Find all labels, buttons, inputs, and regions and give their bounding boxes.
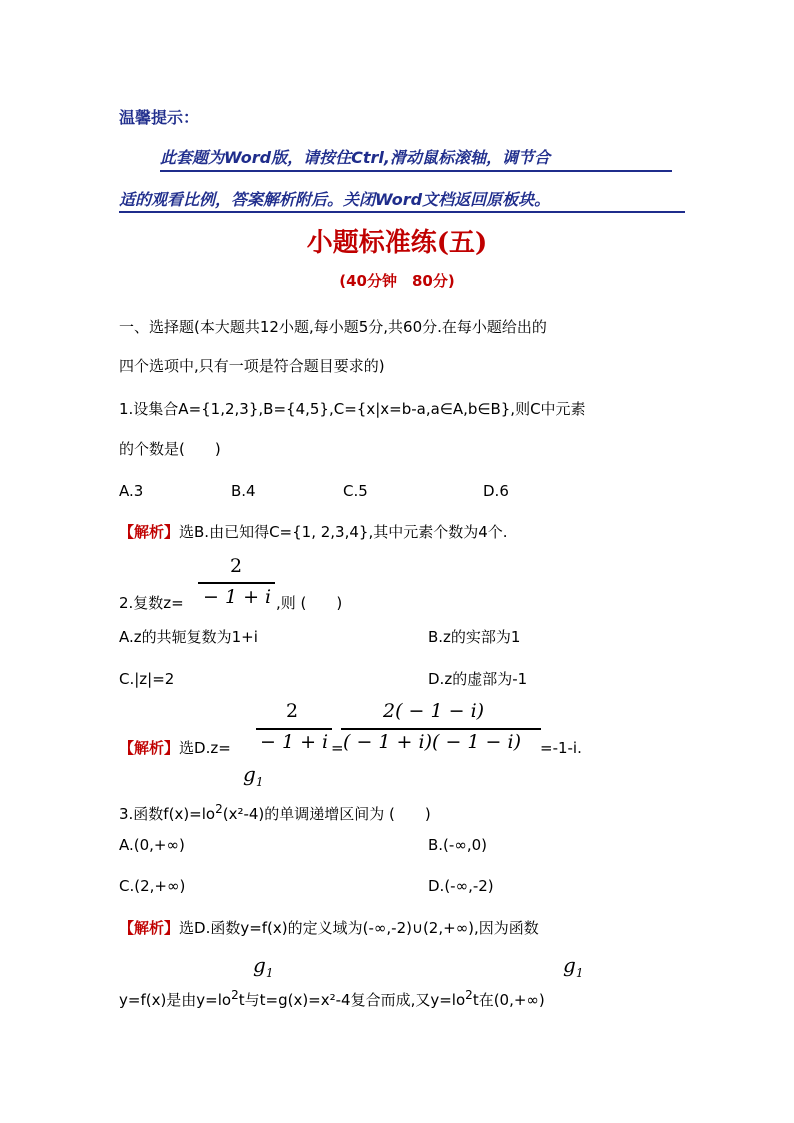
- q3-answer-g-sub-1: 1: [265, 966, 274, 980]
- q1-line-2: 的个数是( ): [119, 440, 221, 458]
- q3-answer-line-1: [119, 919, 539, 937]
- answer-tag: 【解析】: [119, 523, 180, 541]
- q2-answer-frac2-line: [341, 728, 541, 730]
- q3-option-b: B.(-∞,0): [428, 836, 487, 854]
- q3-line: [119, 802, 431, 823]
- q1-option-a: A.3: [119, 482, 144, 500]
- q3-answer-g-label-1: [253, 953, 273, 980]
- q3-prefix: 3.函数f(x)=lo: [119, 805, 216, 823]
- q3-option-c: C.(2,+∞): [119, 877, 186, 895]
- q2-answer-equals: =: [331, 739, 344, 757]
- q2-suffix: ,则 ( ): [276, 594, 343, 612]
- q2-option-b: B.z的实部为1: [428, 628, 521, 646]
- q3-g-label: [243, 762, 263, 789]
- tip-line-1: 此套题为Word版，请按住Ctrl,滑动鼠标滚轴，调节合: [160, 148, 550, 167]
- q2-answer-frac1-den: − 1 + i: [260, 731, 329, 753]
- q2-answer-frac2-den: ( − 1 + i)( − 1 − i): [343, 731, 521, 753]
- q1-answer-text: 选B.由已知得C={1, 2,3,4},其中元素个数为4个.: [179, 523, 508, 541]
- tip-underline-1: [160, 170, 672, 172]
- answer-tag: 【解析】: [119, 919, 180, 937]
- tip-underline-2: [119, 211, 685, 213]
- q3-g: g: [243, 762, 256, 786]
- q1-answer: [119, 523, 508, 541]
- section-line-1: 一、选择题(本大题共12小题,每小题5分,共60分.在每小题给出的: [119, 318, 547, 336]
- q3-suffix: (x²-4)的单调递增区间为 ( ): [222, 805, 431, 823]
- q2-answer-lead: 选D.z=: [179, 739, 231, 757]
- answer-tag: 【解析】: [119, 739, 180, 757]
- q2-answer-prefix: [119, 739, 231, 757]
- q3-log-base: 2: [215, 802, 223, 816]
- q2-answer-frac1-num: 2: [286, 700, 299, 722]
- q1-option-d: D.6: [483, 482, 509, 500]
- q3-answer-line-2: [119, 988, 545, 1009]
- q3-answer-g-label-2: [563, 953, 583, 980]
- q3-g-sub: 1: [255, 775, 264, 789]
- q3-answer-g-1: g: [253, 953, 266, 977]
- q3-answer-text-1: 选D.函数y=f(x)的定义域为(-∞,-2)∪(2,+∞),因为函数: [179, 919, 539, 937]
- q3-answer-text-2c: t在(0,+∞): [472, 991, 545, 1009]
- page-subtitle: (40分钟 80分): [339, 272, 455, 290]
- q1-line-1: 1.设集合A={1,2,3},B={4,5},C={x|x=b-a,a∈A,b∈B},则C中元素: [119, 400, 586, 418]
- q2-answer-frac1-line: [256, 728, 332, 730]
- q2-answer-suffix: =-1-i.: [540, 739, 582, 757]
- q3-answer-base-2: 2: [465, 988, 473, 1002]
- section-line-2: 四个选项中,只有一项是符合题目要求的): [119, 357, 385, 375]
- tip-title: 温馨提示：: [119, 108, 200, 127]
- q2-frac-line: [198, 582, 275, 584]
- q3-answer-text-2a: y=f(x)是由y=lo: [119, 991, 232, 1009]
- q3-option-d: D.(-∞,-2): [428, 877, 494, 895]
- q3-answer-g-sub-2: 1: [575, 966, 584, 980]
- q2-option-d: D.z的虚部为-1: [428, 670, 528, 688]
- q2-answer-frac2-num: 2( − 1 − i): [383, 700, 485, 722]
- q1-option-c: C.5: [343, 482, 368, 500]
- q3-answer-text-2b: t与t=g(x)=x²-4复合而成,又y=lo: [238, 991, 466, 1009]
- tip-line-2: 适的观看比例，答案解析附后。关闭Word文档返回原板块。: [119, 190, 551, 209]
- q3-answer-base-1: 2: [231, 988, 239, 1002]
- q3-answer-g-2: g: [563, 953, 576, 977]
- q2-option-c: C.|z|=2: [119, 670, 175, 688]
- q2-option-a: A.z的共轭复数为1+i: [119, 628, 258, 646]
- q2-frac-numerator: 2: [230, 555, 243, 577]
- q2-frac-denominator: − 1 + i: [203, 586, 272, 608]
- q2-prefix: 2.复数z=: [119, 594, 184, 612]
- q3-option-a: A.(0,+∞): [119, 836, 185, 854]
- q1-option-b: B.4: [231, 482, 256, 500]
- page-title: 小题标准练(五): [306, 228, 488, 258]
